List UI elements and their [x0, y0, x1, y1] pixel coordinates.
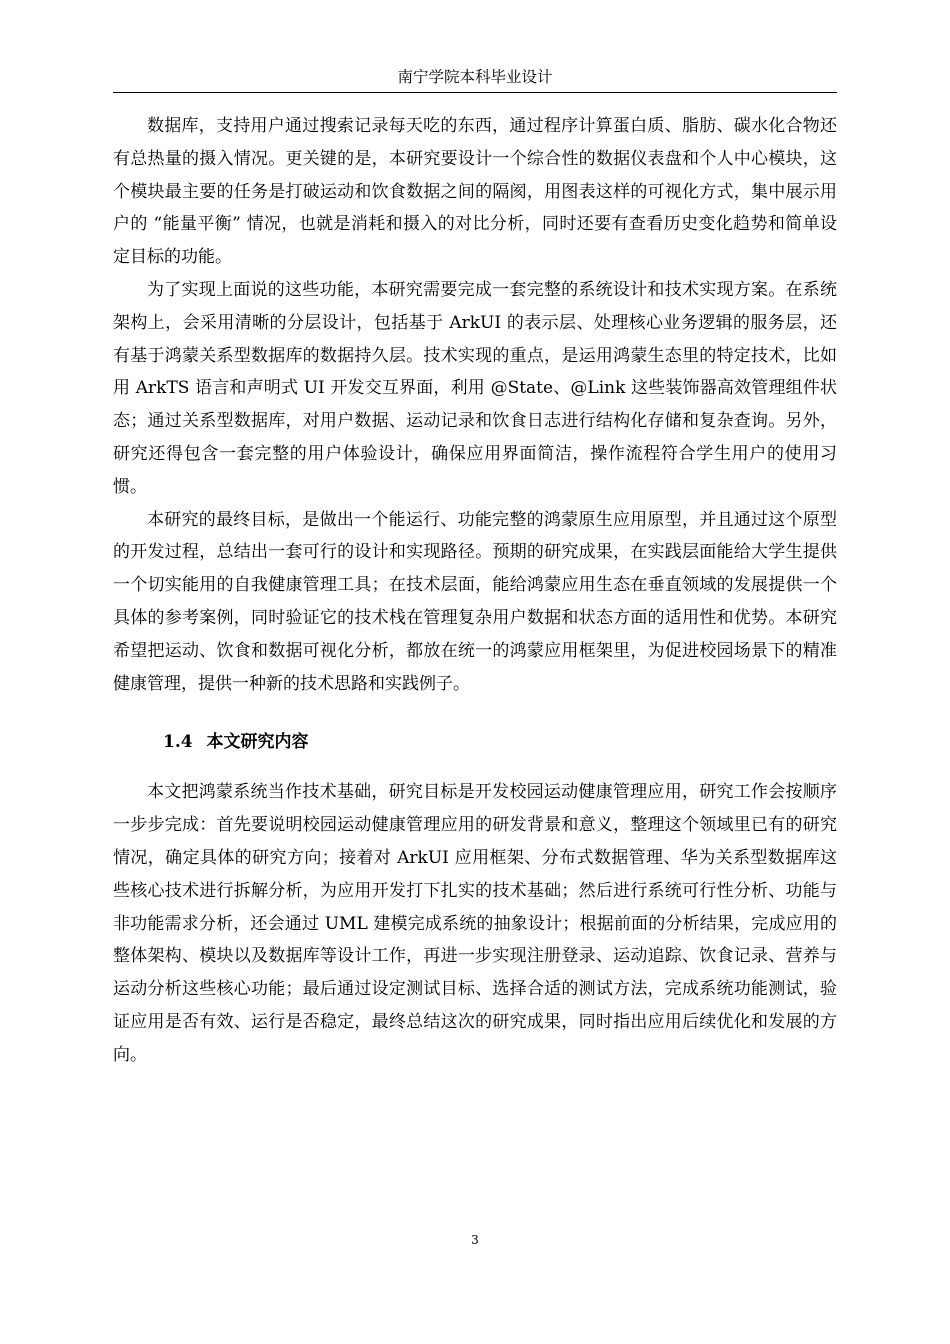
paragraph-continued: 数据库，支持用户通过搜索记录每天吃的东西，通过程序计算蛋白质、脂肪、碳水化合物还有总热量的摄入情况。更关键的是，本研究要设计一个综合性的数据仪表盘和个人中心模块，这个模块最主要的任务是打破运动和饮食数据之间的隔阂，用图表这样的可视化方式，集中展示用户的 “能量平衡” 情况，也就是消耗和摄入的对比分析，同时还要有查看历史变化趋势和简单设定目标的功能。 — [113, 116, 837, 268]
page-header — [113, 62, 837, 93]
section-heading — [113, 714, 837, 776]
paragraph-goal: 本研究的最终目标，是做出一个能运行、功能完整的鸿蒙原生应用原型，并且通过这个原型的开发过程，总结出一套可行的设计和实现路径。预期的研究成果，在实践层面能给大学生提供一个切实能用的自我健康管理工具；在技术层面，能给鸿蒙应用生态在垂直领域的发展提供一个具体的参考案例，同时验证它的技术栈在管理复杂用户数据和状态方面的适用性和优势。本研究希望把运动、饮食和数据可视化分析，都放在统一的鸿蒙应用框架里，为促进校园场景下的精准健康管理，提供一种新的技术思路和实践例子。 — [113, 509, 837, 694]
page-number: 3 — [471, 1233, 479, 1247]
paragraph-implementation: 为了实现上面说的这些功能，本研究需要完成一套完整的系统设计和技术实现方案。在系统架构上，会采用清晰的分层设计，包括基于 ArkUI 的表示层、处理核心业务逻辑的服务层，还有基于鸿蒙关系型数据库的数据持久层。技术实现的重点，是运用鸿蒙生态里的特定技术，比如用 ArkTS 语言和声明式 UI 开发交互界面，利用 @State、@Link 这些装饰器高效管理组件状态；通过关系型数据库，对用户数据、运动记录和饮食日志进行结构化存储和复杂查询。另外，研究还得包含一套完整的用户体验设计，确保应用界面简洁，操作流程符合学生用户的使用习惯。 — [113, 279, 837, 497]
paragraph-research-content: 本文把鸿蒙系统当作技术基础，研究目标是开发校园运动健康管理应用，研究工作会按顺序一步步完成：首先要说明校园运动健康管理应用的研发背景和意义，整理这个领域里已有的研究情况，确定具体的研究方向；接着对 ArkUI 应用框架、分布式数据管理、华为关系型数据库这些核心技术进行拆解分析，为应用开发打下扎实的技术基础；然后进行系统可行性分析、功能与非功能需求分析，还会通过 UML 建模完成系统的抽象设计；根据前面的分析结果，完成应用的整体架构、模块以及数据库等设计工作，再进一步实现注册登录、运动追踪、饮食记录、营养与运动分析这些核心功能；最后通过设定测试目标、选择合适的测试方法，完成系统功能测试，验证应用是否有效、运行是否稳定，最终总结这次的研究成果，同时指出应用后续优化和发展的方向。 — [113, 782, 837, 1065]
section-number: 1.4 — [163, 732, 193, 753]
section-title: 本文研究内容 — [206, 732, 309, 753]
document-body — [113, 110, 837, 1072]
header-title: 南宁学院本科毕业设计 — [397, 68, 553, 86]
